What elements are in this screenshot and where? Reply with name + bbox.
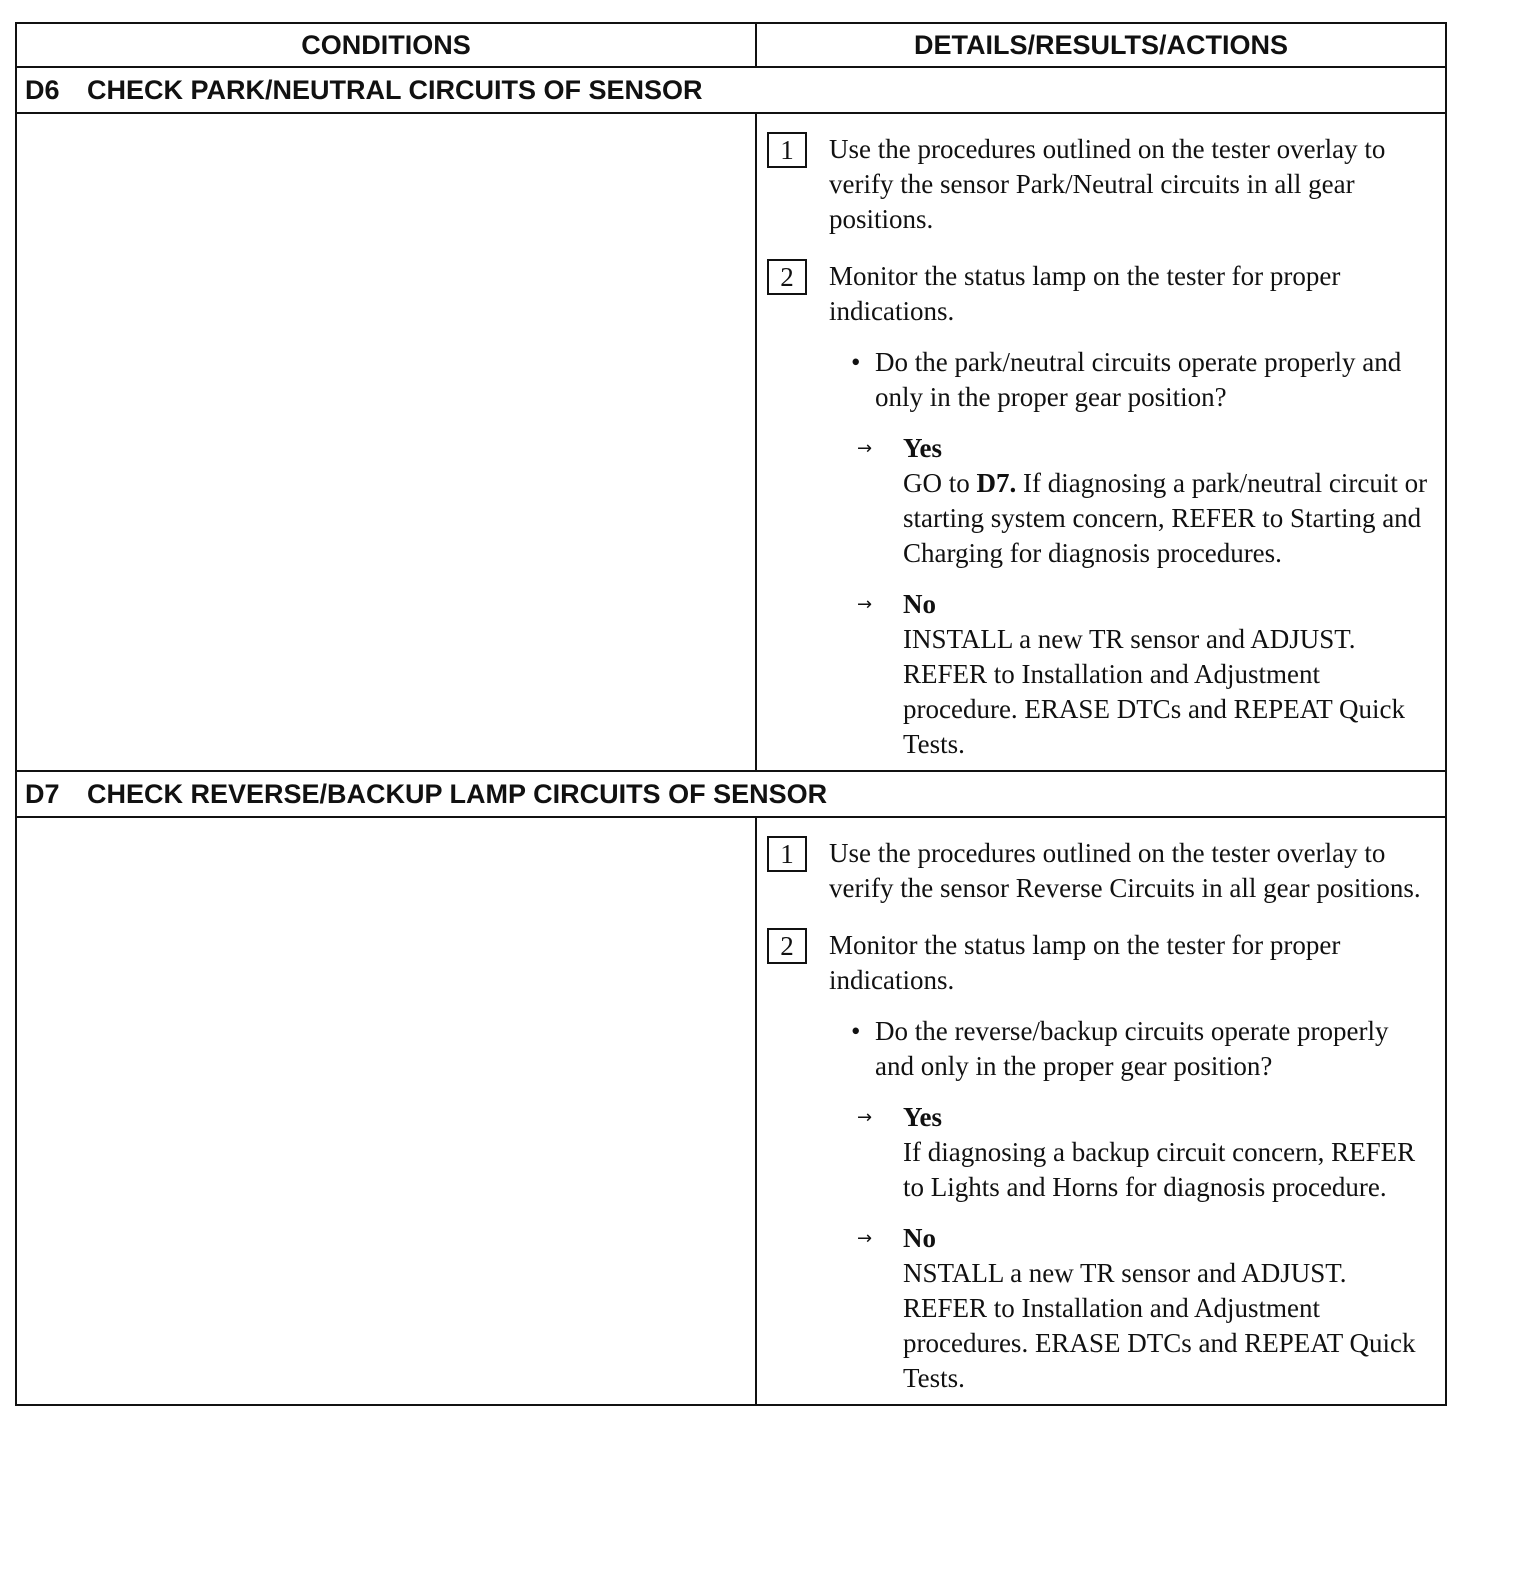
item-text: Monitor the status lamp on the tester for proper indications. [829,930,1341,995]
item-number-box: 2 [767,928,807,964]
arrow-right-icon: → [857,1228,873,1249]
question-bullet [845,1014,1433,1084]
item-number-box: 2 [767,259,807,295]
step-title-row-d6 [17,68,1445,114]
numbered-item [767,259,1433,329]
table-header-row [17,24,1445,68]
step-reference: D7. [976,468,1017,498]
answer-text-part: If diagnosing a park/neutral circuit or starting system concern, REFER to Starting and Charging for diagnosis procedures. [903,468,1428,568]
answer-label: No [903,589,936,619]
step-id: D7 [25,778,60,809]
item-text: Use the procedures outlined on the tester overlay to verify the sensor Park/Neutral circuits in all gear positions. [829,134,1386,234]
answer-yes [857,1100,1433,1205]
item-text: Use the procedures outlined on the tester overlay to verify the sensor Reverse Circuits in all gear positions. [829,838,1421,903]
step-body-row-d7 [17,818,1445,1404]
conditions-cell [17,114,757,770]
answer-label: Yes [903,433,942,463]
arrow-right-icon: → [857,438,873,459]
arrow-right-icon: → [857,594,873,615]
answer-text: If diagnosing a backup circuit concern, REFER to Lights and Horns for diagnosis procedure. [903,1137,1416,1202]
diagnostic-table [15,22,1447,1406]
answer-yes [857,431,1433,571]
conditions-cell [17,818,757,1404]
question-text: Do the reverse/backup circuits operate properly and only in the proper gear position? [875,1016,1389,1081]
item-number-box: 1 [767,132,807,168]
numbered-item [767,928,1433,998]
step-body-row-d6 [17,114,1445,772]
answer-text-part: GO to [903,468,977,498]
answer-label: No [903,1223,936,1253]
numbered-item [767,836,1433,906]
numbered-item [767,132,1433,237]
step-id: D6 [25,74,60,105]
answer-text: INSTALL a new TR sensor and ADJUST. REFER to Installation and Adjustment procedure. ERASE DTCs and REPEAT Quick Tests. [903,624,1405,759]
answer-no [857,1221,1433,1396]
step-title: CHECK REVERSE/BACKUP LAMP CIRCUITS OF SENSOR [87,778,828,809]
answer-no [857,587,1433,762]
step-title: CHECK PARK/NEUTRAL CIRCUITS OF SENSOR [87,74,703,105]
question-text: Do the park/neutral circuits operate properly and only in the proper gear position? [875,347,1402,412]
question-bullet [845,345,1433,415]
answer-text: NSTALL a new TR sensor and ADJUST. REFER to Installation and Adjustment procedures. ERASE DTCs and REPEAT Quick Tests. [903,1258,1416,1393]
answer-text [903,466,1433,571]
conditions-header: CONDITIONS [17,24,757,66]
details-cell [757,818,1445,1404]
item-number-box: 1 [767,836,807,872]
arrow-right-icon: → [857,1107,873,1128]
item-text: Monitor the status lamp on the tester for proper indications. [829,261,1341,326]
answer-label: Yes [903,1102,942,1132]
bullet-icon: • [851,347,861,377]
details-header: DETAILS/RESULTS/ACTIONS [913,29,1288,60]
step-title-row-d7 [17,772,1445,818]
details-cell [757,114,1445,770]
bullet-icon: • [851,1016,861,1046]
